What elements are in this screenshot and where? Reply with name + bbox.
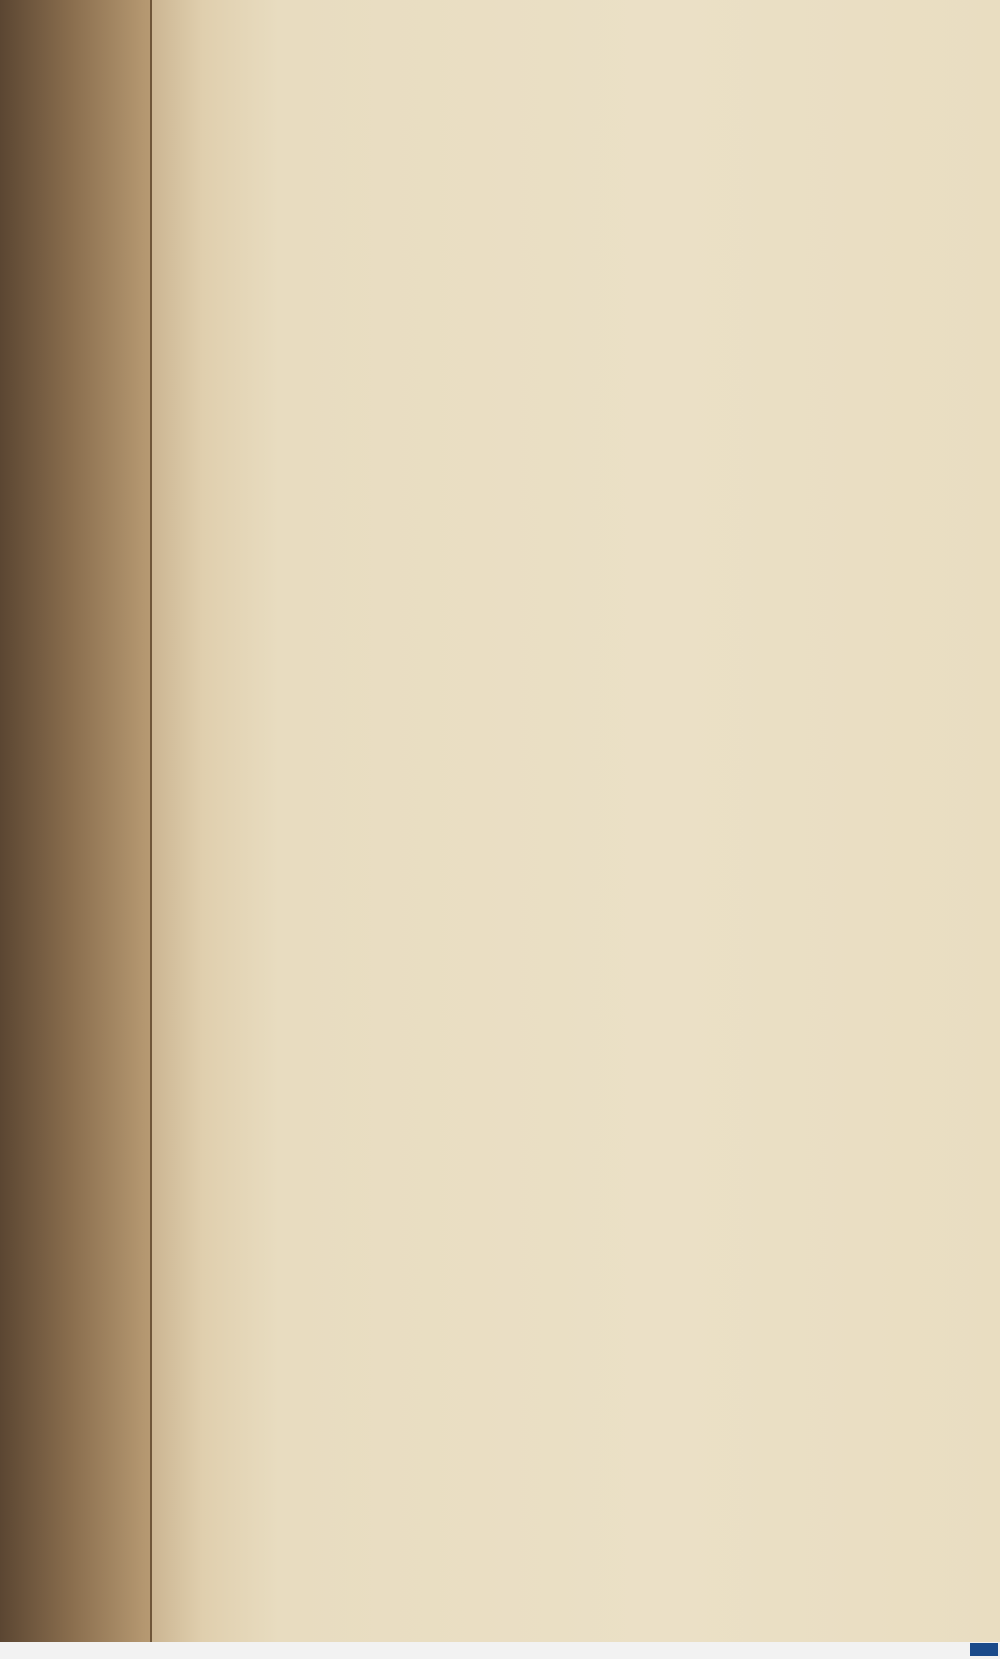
footer-bar xyxy=(0,1642,1000,1659)
page-header xyxy=(216,108,936,148)
book-page xyxy=(150,0,1000,1642)
dfg-logo xyxy=(970,1643,998,1656)
